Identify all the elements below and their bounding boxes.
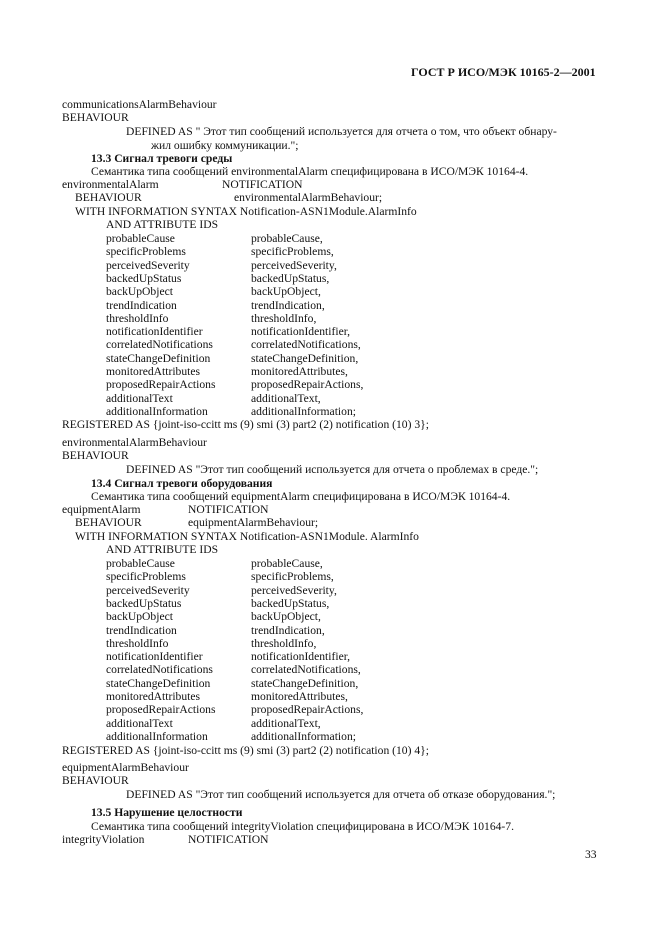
attribute-value: backUpObject, (251, 610, 321, 624)
equip-behaviour-name: equipmentAlarmBehaviour (62, 761, 189, 774)
env-behaviour-kw2: BEHAVIOUR (62, 449, 129, 462)
equip-behaviour-keyword: BEHAVIOUR (75, 516, 142, 529)
attribute-name: additionalText (106, 716, 173, 730)
equip-registered-as: REGISTERED AS {joint-iso-ccitt ms (9) smi (3) part2 (2) notification (10) 4}; (62, 744, 429, 757)
comm-defined-line-1: DEFINED AS " Этот тип сообщений используется для отчета о том, что объект обнару- (126, 125, 557, 138)
env-alarm-notification: NOTIFICATION (222, 178, 303, 191)
attribute-name: monitoredAttributes (106, 690, 201, 703)
attribute-name: backUpObject (106, 285, 173, 299)
comm-behaviour-keyword: BEHAVIOUR (62, 111, 129, 124)
standard-header: ГОСТ Р ИСО/МЭК 10165-2—2001 (411, 65, 596, 79)
attribute-name: monitoredAttributes (106, 365, 201, 378)
attribute-value: probableCause, (251, 557, 323, 570)
equip-behaviour-value: equipmentAlarmBehaviour; (188, 516, 319, 529)
equip-with-syntax: WITH INFORMATION SYNTAX Notification-ASN1Module. AlarmInfo (75, 530, 419, 543)
attribute-value: additionalInformation; (251, 404, 356, 418)
attribute-name: notificationIdentifier (106, 325, 203, 339)
env-registered-as: REGISTERED AS {joint-iso-ccitt ms (9) smi (3) part2 (2) notification (10) 3}; (62, 418, 429, 431)
attribute-name: proposedRepairActions (106, 378, 216, 392)
equip-alarm-name: equipmentAlarm (62, 503, 141, 516)
attribute-name: notificationIdentifier (106, 650, 203, 664)
attribute-value: backUpObject, (251, 285, 321, 299)
attribute-value: thresholdInfo, (251, 636, 317, 650)
attribute-value: monitoredAttributes, (251, 365, 348, 378)
attribute-value: notificationIdentifier, (251, 325, 351, 339)
attribute-value: trendIndication, (251, 623, 325, 637)
attribute-value: monitoredAttributes, (251, 690, 348, 703)
attribute-name: backedUpStatus (106, 271, 182, 285)
page-number: 33 (585, 848, 597, 861)
attribute-value: trendIndication, (251, 298, 325, 312)
attribute-name: thresholdInfo (106, 636, 169, 650)
env-behaviour-value: environmentalAlarmBehaviour; (234, 191, 383, 204)
section-13-4-heading: 13.4 Сигнал тревоги оборудования (91, 477, 273, 490)
attribute-name: stateChangeDefinition (106, 351, 211, 365)
equip-behaviour-kw2: BEHAVIOUR (62, 774, 129, 787)
attribute-value: thresholdInfo, (251, 311, 317, 325)
env-alarm-name: environmentalAlarm (62, 178, 159, 191)
attribute-name: probableCause (106, 557, 175, 570)
integrity-violation-notification: NOTIFICATION (188, 833, 269, 846)
env-defined-as: DEFINED AS "Этот тип сообщений используется для отчета о проблемах в среде."; (126, 463, 539, 476)
attribute-value: backedUpStatus, (251, 596, 330, 610)
attribute-name: proposedRepairActions (106, 703, 216, 717)
attribute-name: correlatedNotifications (106, 338, 213, 352)
attribute-value: notificationIdentifier, (251, 650, 351, 664)
attribute-name: additionalText (106, 391, 173, 405)
attribute-name: probableCause (106, 232, 175, 245)
attribute-name: backUpObject (106, 610, 173, 624)
attribute-value: additionalText, (251, 716, 321, 730)
attribute-value: stateChangeDefinition, (251, 351, 359, 365)
comm-defined-line-2: жил ошибку коммуникации."; (151, 139, 299, 152)
attribute-name: correlatedNotifications (106, 663, 213, 677)
attribute-name: stateChangeDefinition (106, 676, 211, 690)
equip-defined-as: DEFINED AS "Этот тип сообщений используется для отчета об отказе оборудования."; (126, 788, 556, 801)
attribute-name: specificProblems (106, 570, 186, 584)
attribute-value: backedUpStatus, (251, 271, 330, 285)
attribute-value: proposedRepairActions, (251, 703, 364, 717)
attribute-value: probableCause, (251, 232, 323, 245)
env-behaviour-name: environmentalAlarmBehaviour (62, 436, 207, 449)
attribute-value: additionalText, (251, 391, 321, 405)
attribute-value: correlatedNotifications, (251, 338, 361, 352)
env-and-attribute-ids: AND ATTRIBUTE IDS (106, 218, 219, 231)
attribute-name: backedUpStatus (106, 596, 182, 610)
section-13-5-heading: 13.5 Нарушение целостности (91, 806, 243, 819)
attribute-value: perceivedSeverity, (251, 583, 337, 597)
attribute-name: specificProblems (106, 245, 186, 259)
attribute-name: trendIndication (106, 623, 177, 637)
attribute-value: specificProblems, (251, 245, 334, 259)
env-behaviour-keyword: BEHAVIOUR (75, 191, 142, 204)
attribute-value: proposedRepairActions, (251, 378, 364, 392)
attribute-value: specificProblems, (251, 570, 334, 584)
integrity-violation-name: integrityViolation (62, 833, 145, 846)
attribute-name: thresholdInfo (106, 311, 169, 325)
section-13-3-heading: 13.3 Сигнал тревоги среды (91, 152, 233, 165)
env-with-syntax: WITH INFORMATION SYNTAX Notification-ASN1Module.AlarmInfo (75, 205, 417, 218)
equip-and-attribute-ids: AND ATTRIBUTE IDS (106, 543, 219, 556)
attribute-name: additionalInformation (106, 729, 208, 743)
attribute-value: perceivedSeverity, (251, 258, 337, 272)
attribute-name: trendIndication (106, 298, 177, 312)
section-13-5-intro: Семантика типа сообщений integrityViolation специфицирована в ИСО/МЭК 10164-7. (91, 820, 514, 833)
comm-behaviour-name: communicationsAlarmBehaviour (62, 98, 217, 111)
equip-alarm-notification: NOTIFICATION (188, 503, 269, 516)
attribute-name: perceivedSeverity (106, 583, 190, 597)
attribute-name: additionalInformation (106, 404, 208, 418)
attribute-name: perceivedSeverity (106, 258, 190, 272)
attribute-value: stateChangeDefinition, (251, 676, 359, 690)
attribute-value: additionalInformation; (251, 729, 356, 743)
section-13-4-intro: Семантика типа сообщений equipmentAlarm специфицирована в ИСО/МЭК 10164-4. (91, 490, 511, 503)
attribute-value: correlatedNotifications, (251, 663, 361, 677)
section-13-3-intro: Семантика типа сообщений environmentalAlarm специфицирована в ИСО/МЭК 10164-4. (91, 165, 529, 178)
